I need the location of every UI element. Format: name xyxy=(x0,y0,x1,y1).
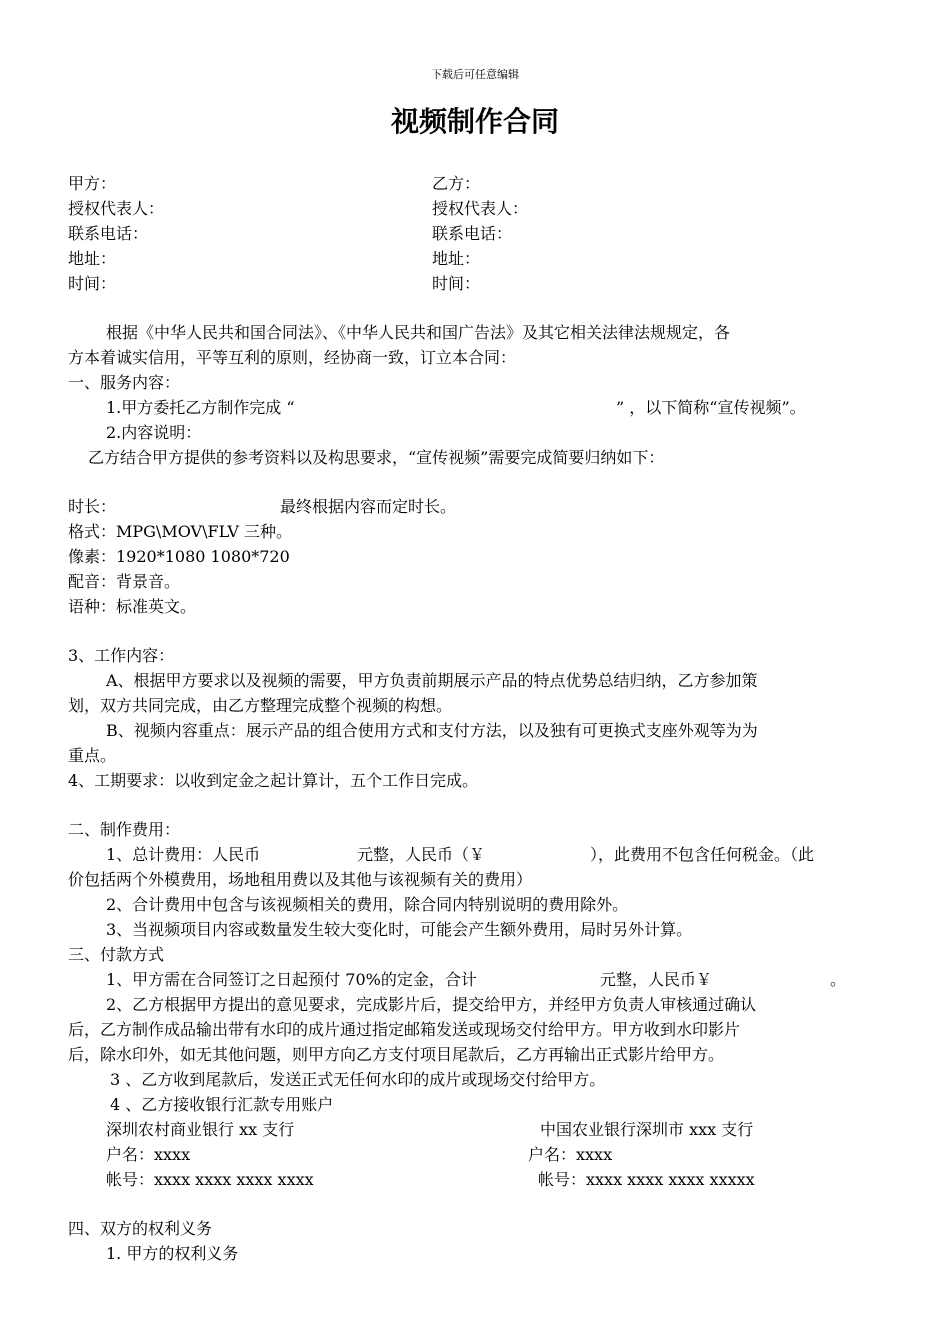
payment-item-1-end: 。 xyxy=(830,970,847,989)
party-a-time: 时间： xyxy=(68,274,117,293)
bank-right-name: 中国农业银行深圳市 xxx 支行 xyxy=(540,1120,754,1139)
bank-left-account-number: 帐号：xxxx xxxx xxxx xxxx xyxy=(106,1170,314,1189)
spec-pixels: 像素：1920*1080 1080*720 xyxy=(68,547,290,566)
intro-line-1: 根据《中华人民共和国合同法》、《中华人民共和国广告法》及其它相关法律法规规定，各 xyxy=(106,323,731,342)
party-b-label: 乙方： xyxy=(432,174,481,193)
fees-item-1-end: ），此费用不包含任何税金。（此 xyxy=(590,845,815,864)
payment-item-4: 4 、乙方接收银行汇款专用账户 xyxy=(110,1095,334,1114)
party-b-time: 时间： xyxy=(432,274,481,293)
party-a-label: 甲方： xyxy=(68,174,117,193)
spec-format: 格式：MPG\MOV\FLV 三种。 xyxy=(68,522,292,541)
spec-language: 语种：标准英文。 xyxy=(68,597,197,616)
section-work-heading: 3、工作内容： xyxy=(68,646,175,665)
fees-item-2: 2、合计费用中包含与该视频相关的费用，除合同内特别说明的费用除外。 xyxy=(106,895,629,914)
bank-right-account-name: 户名：xxxx xyxy=(528,1145,613,1164)
party-b-representative: 授权代表人： xyxy=(432,199,529,218)
section-rights-heading: 四、双方的权利义务 xyxy=(68,1219,213,1238)
fees-item-3: 3、当视频项目内容或数量发生较大变化时，可能会产生额外费用，局时另外计算。 xyxy=(106,920,693,939)
fees-item-1-middle: 元整，人民币（￥ xyxy=(357,845,486,864)
bank-left-account-name: 户名：xxxx xyxy=(106,1145,191,1164)
service-summary: 乙方结合甲方提供的参考资料以及构思要求，“宣传视频”需要完成简要归纳如下： xyxy=(88,448,665,467)
schedule-requirement: 4、工期要求：以收到定金之起计算计，五个工作日完成。 xyxy=(68,771,479,790)
header-note: 下载后可任意编辑 xyxy=(431,68,519,81)
fees-item-1-note: 价包括两个外模费用，场地租用费以及其他与该视频有关的费用） xyxy=(68,870,533,889)
bank-left-name: 深圳农村商业银行 xx 支行 xyxy=(106,1120,295,1139)
page-title: 视频制作合同 xyxy=(390,105,559,138)
party-b-phone: 联系电话： xyxy=(432,224,513,243)
payment-item-2-line-3: 后，除水印外，如无其他问题，则甲方向乙方支付项目尾款后，乙方再输出正式影片给甲方。 xyxy=(68,1045,725,1064)
work-b-line-1: B、视频内容重点：展示产品的组合使用方式和支付方法，以及独有可更换式支座外观等为为 xyxy=(106,721,758,740)
section-payment-heading: 三、付款方式 xyxy=(68,945,165,964)
party-a-representative: 授权代表人： xyxy=(68,199,165,218)
spec-duration-label: 时长： xyxy=(68,497,117,516)
section-fees-heading: 二、制作费用： xyxy=(68,820,181,839)
party-a-address: 地址： xyxy=(68,249,117,268)
party-b-address: 地址： xyxy=(432,249,481,268)
payment-item-1-middle: 元整，人民币￥ xyxy=(600,970,713,989)
spec-duration-value: 最终根据内容而定时长。 xyxy=(280,497,457,516)
party-a-phone: 联系电话： xyxy=(68,224,149,243)
service-item-1-start: 1.甲方委托乙方制作完成 “ xyxy=(106,398,295,417)
spec-audio: 配音：背景音。 xyxy=(68,572,181,591)
work-a-line-2: 划，双方共同完成，由乙方整理完成整个视频的构想。 xyxy=(68,696,453,715)
rights-item-1: 1. 甲方的权利义务 xyxy=(106,1244,239,1263)
payment-item-1-start: 1、甲方需在合同签订之日起预付 70%的定金，合计 xyxy=(106,970,477,989)
bank-right-account-number: 帐号：xxxx xxxx xxxx xxxxx xyxy=(538,1170,755,1189)
payment-item-2-line-1: 2、乙方根据甲方提出的意见要求，完成影片后，提交给甲方，并经甲方负责人审核通过确认 xyxy=(106,995,757,1014)
service-item-1-end: ” ，以下简称“宣传视频”。 xyxy=(616,398,806,417)
intro-line-2: 方本着诚实信用，平等互利的原则，经协商一致，订立本合同： xyxy=(68,348,517,367)
payment-item-3: 3 、乙方收到尾款后，发送正式无任何水印的成片或现场交付给甲方。 xyxy=(110,1070,606,1089)
service-item-2: 2.内容说明： xyxy=(106,423,202,442)
work-b-line-2: 重点。 xyxy=(68,746,117,765)
payment-item-2-line-2: 后，乙方制作成品输出带有水印的成片通过指定邮箱发送或现场交付给甲方。甲方收到水印影片 xyxy=(68,1020,741,1039)
fees-item-1-start: 1、总计费用：人民币 xyxy=(106,845,261,864)
section-service-heading: 一、服务内容： xyxy=(68,373,181,392)
work-a-line-1: A、根据甲方要求以及视频的需要，甲方负责前期展示产品的特点优势总结归纳，乙方参加策 xyxy=(106,671,758,690)
